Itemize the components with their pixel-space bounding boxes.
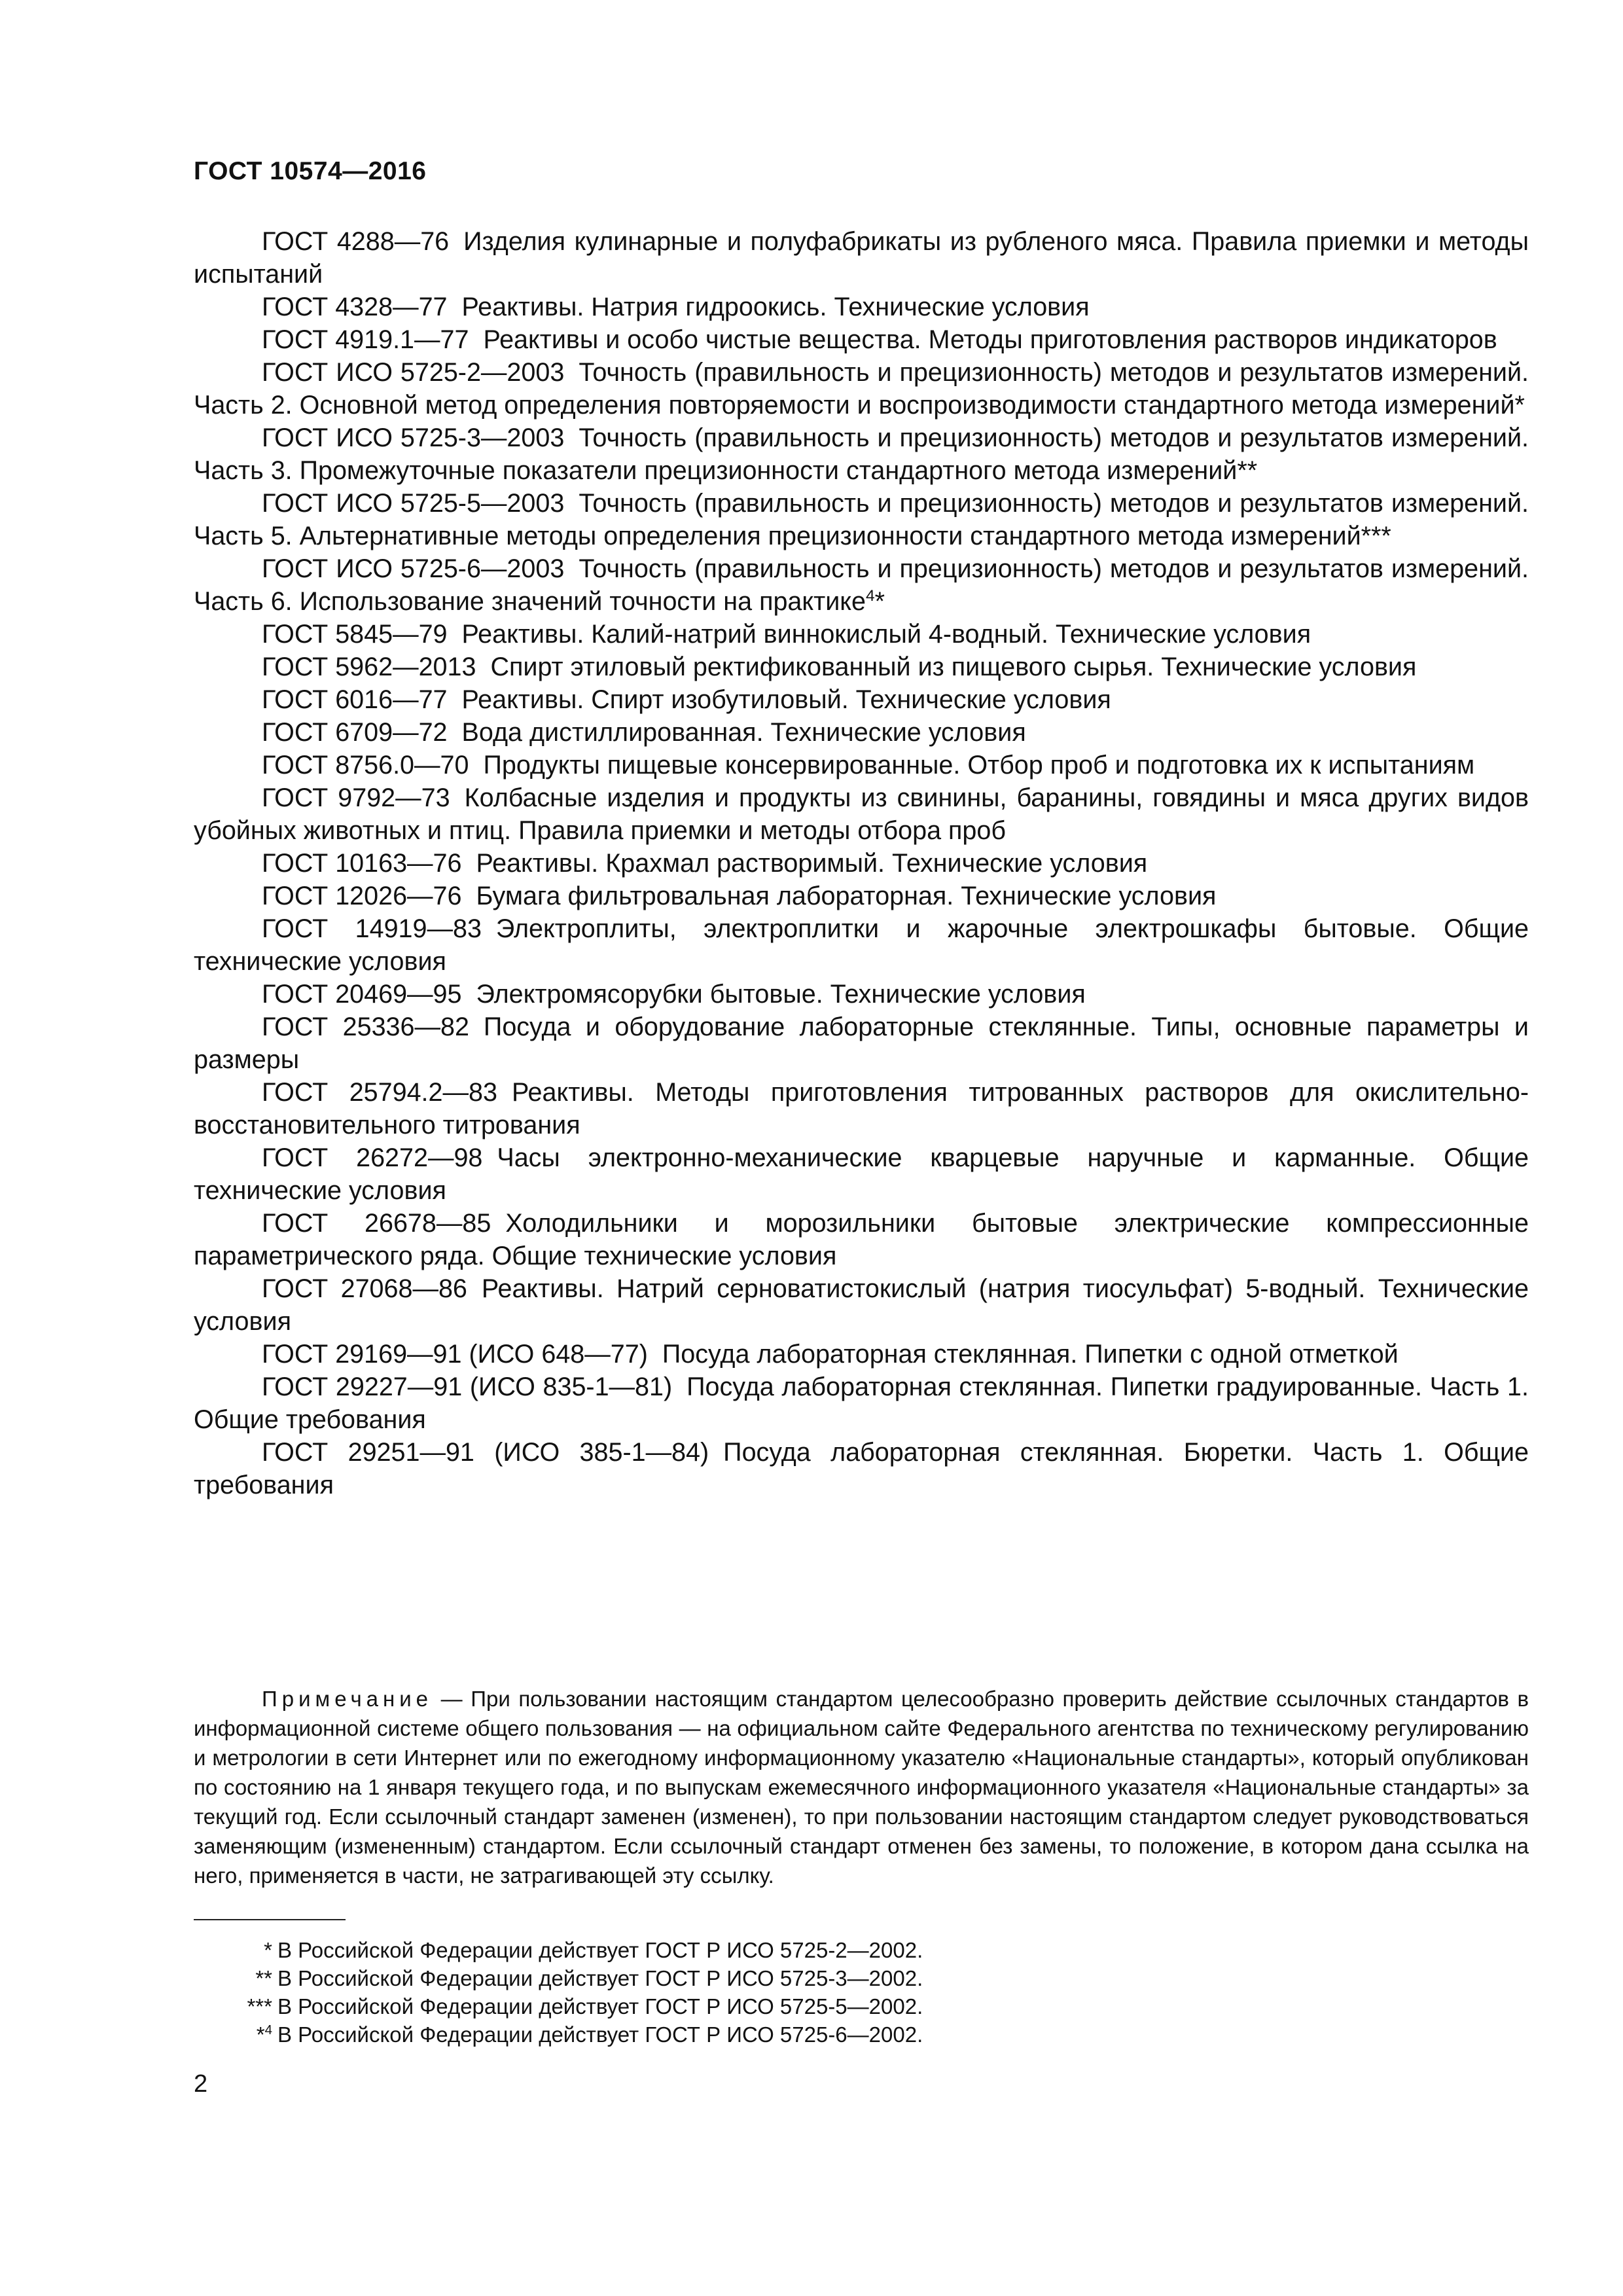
- note-label: Примечание: [262, 1687, 433, 1711]
- reference-code: ГОСТ ИСО 5725-6—2003: [262, 554, 565, 583]
- reference-item: [194, 683, 1529, 716]
- reference-title: Бумага фильтровальная лабораторная. Технические условия: [476, 882, 1217, 910]
- reference-item: [194, 552, 1529, 618]
- reference-code: ГОСТ 14919—83: [262, 914, 482, 943]
- reference-title: Электроплиты, электроплитки и жарочные электрошкафы бытовые. Общие технические условия: [194, 914, 1529, 976]
- reference-code: ГОСТ 29169—91 (ИСО 648—77): [262, 1340, 648, 1369]
- reference-title: Продукты пищевые консервированные. Отбор проб и подготовка их к испытаниям: [483, 751, 1475, 780]
- reference-title: Посуда и оборудование лабораторные стеклянные. Типы, основные параметры и размеры: [194, 1013, 1529, 1074]
- reference-code: ГОСТ 6709—72: [262, 718, 448, 747]
- reference-title: Спирт этиловый ректификованный из пищевого сырья. Технические условия: [490, 653, 1417, 681]
- reference-title: Колбасные изделия и продукты из свинины, баранины, говядины и мяса других видов убойных животных и птиц. Правила приемки и методы отбора проб: [194, 783, 1529, 845]
- reference-item: [194, 225, 1529, 291]
- reference-item: [194, 912, 1529, 978]
- reference-item: [194, 651, 1529, 683]
- reference-title: Посуда лабораторная стеклянная. Бюретки. Часть 1. Общие требования: [194, 1438, 1529, 1499]
- footnote-mark-sup: 4: [264, 2022, 272, 2037]
- footnote-mark: *: [264, 1938, 272, 1962]
- reference-code: ГОСТ 9792—73: [262, 783, 450, 812]
- reference-title: Точность (правильность и прецизионность) методов и результатов измерений. Часть 6. Использование значений точности на практике: [194, 554, 1529, 616]
- footnote: [194, 1964, 1529, 1992]
- reference-title: Точность (правильность и прецизионность) методов и результатов измерений. Часть 3. Промежуточные показатели прецизионности стандартного метода измерений**: [194, 423, 1529, 485]
- reference-code: ГОСТ 8756.0—70: [262, 751, 469, 780]
- reference-item: [194, 1371, 1529, 1436]
- reference-code: ГОСТ 4288—76: [262, 227, 450, 256]
- reference-item: [194, 291, 1529, 323]
- note-text: — При пользовании настоящим стандартом целесообразно проверить действие ссылочных стандартов в информационной системе общего пользования — на официальном сайте Федерального агентства по техническому регулированию и метрологии в сети Интернет или по ежегодному информационному указателю «Национальные стандарты», который опубликован по состоянию на 1 января текущего года, и по выпускам ежемесячного информационного указателя «Национальные стандарты» за текущий год. Если ссылочный стандарт заменен (изменен), то при пользовании настоящим стандартом следует руководствоваться заменяющим (измененным) стандартом. Если ссылочный стандарт отменен без замены, то положение, в котором дана ссылка на него, применяется в части, не затрагивающей эту ссылку.: [194, 1687, 1529, 1888]
- reference-item: [194, 422, 1529, 487]
- footnote-ref: 4: [865, 586, 875, 605]
- reference-code: ГОСТ 12026—76: [262, 882, 462, 910]
- reference-title: Изделия кулинарные и полуфабрикаты из рубленого мяса. Правила приемки и методы испытаний: [194, 227, 1529, 289]
- reference-code: ГОСТ ИСО 5725-2—2003: [262, 358, 565, 387]
- reference-title: Реактивы. Калий-натрий виннокислый 4-водный. Технические условия: [461, 620, 1311, 649]
- reference-code: ГОСТ 29227—91 (ИСО 835-1—81): [262, 1372, 673, 1401]
- reference-code: ГОСТ 6016—77: [262, 685, 448, 714]
- reference-title: Реактивы. Натрий серноватистокислый (натрия тиосульфат) 5-водный. Технические условия: [194, 1274, 1529, 1336]
- reference-item: [194, 323, 1529, 356]
- reference-title: Электромясорубки бытовые. Технические условия: [476, 980, 1086, 1009]
- reference-item: [194, 847, 1529, 880]
- reference-code: ГОСТ 4919.1—77: [262, 325, 469, 354]
- reference-item: [194, 1338, 1529, 1371]
- reference-item: [194, 716, 1529, 749]
- footnote-ref-star: *: [874, 587, 885, 616]
- reference-code: ГОСТ 4328—77: [262, 293, 448, 321]
- reference-title: Точность (правильность и прецизионность) методов и результатов измерений. Часть 2. Основной метод определения повторяемости и воспроизводимости стандартного метода измерений*: [194, 358, 1529, 420]
- reference-code: ГОСТ 5962—2013: [262, 653, 476, 681]
- reference-title: Реактивы. Крахмал растворимый. Технические условия: [476, 849, 1148, 878]
- reference-item: [194, 356, 1529, 422]
- footnote: [194, 1936, 1529, 1964]
- footnote: [194, 2020, 1529, 2049]
- reference-item: [194, 978, 1529, 1011]
- footnote-mark: *: [256, 2022, 265, 2047]
- reference-title: Реактивы и особо чистые вещества. Методы приготовления растворов индикаторов: [483, 325, 1497, 354]
- reference-list: [194, 225, 1529, 1501]
- reference-title: Холодильники и морозильники бытовые электрические компрессионные параметрического ряда. Общие технические условия: [194, 1209, 1529, 1270]
- footnote-text: В Российской Федерации действует ГОСТ Р ИСО 5725-2—2002.: [277, 1938, 923, 1962]
- footnote-text: В Российской Федерации действует ГОСТ Р ИСО 5725-5—2002.: [277, 1994, 923, 2018]
- reference-title: Посуда лабораторная стеклянная. Пипетки градуированные. Часть 1. Общие требования: [194, 1372, 1529, 1434]
- reference-title: Реактивы. Методы приготовления титрованных растворов для окислительно-восстановительного титрования: [194, 1078, 1529, 1139]
- footnote-text: В Российской Федерации действует ГОСТ Р ИСО 5725-3—2002.: [277, 1966, 923, 1990]
- reference-item: [194, 487, 1529, 552]
- reference-code: ГОСТ 26272—98: [262, 1143, 483, 1172]
- reference-item: [194, 749, 1529, 781]
- document-header: ГОСТ 10574—2016: [194, 157, 427, 185]
- reference-title: Реактивы. Спирт изобутиловый. Технические условия: [461, 685, 1111, 714]
- reference-title: Точность (правильность и прецизионность) методов и результатов измерений. Часть 5. Альтернативные методы определения прецизионности стандартного метода измерений***: [194, 489, 1529, 550]
- footnote-separator: [194, 1919, 346, 1920]
- footnote-mark-wrap: [194, 2020, 277, 2049]
- footnote-mark: **: [255, 1966, 272, 1990]
- reference-code: ГОСТ 26678—85: [262, 1209, 491, 1238]
- reference-item: [194, 880, 1529, 912]
- reference-code: ГОСТ 27068—86: [262, 1274, 467, 1303]
- footnotes: [194, 1936, 1529, 2049]
- footnote-text: В Российской Федерации действует ГОСТ Р ИСО 5725-6—2002.: [277, 2022, 923, 2047]
- reference-item: [194, 781, 1529, 847]
- footnote: [194, 1992, 1529, 2020]
- reference-item: [194, 1207, 1529, 1272]
- reference-code: ГОСТ 5845—79: [262, 620, 448, 649]
- reference-title: Часы электронно-механические кварцевые наручные и карманные. Общие технические условия: [194, 1143, 1529, 1205]
- reference-item: [194, 618, 1529, 651]
- note-paragraph: [194, 1684, 1529, 1890]
- reference-item: [194, 1272, 1529, 1338]
- reference-code: ГОСТ 29251—91 (ИСО 385-1—84): [262, 1438, 709, 1467]
- reference-title: Вода дистиллированная. Технические условия: [461, 718, 1026, 747]
- page-number: 2: [194, 2070, 208, 2098]
- reference-code: ГОСТ 10163—76: [262, 849, 462, 878]
- reference-code: ГОСТ ИСО 5725-3—2003: [262, 423, 565, 452]
- reference-item: [194, 1011, 1529, 1076]
- reference-code: ГОСТ 25794.2—83: [262, 1078, 497, 1107]
- reference-item: [194, 1141, 1529, 1207]
- footnote-mark: ***: [247, 1994, 272, 2018]
- reference-title: Реактивы. Натрия гидроокись. Технические условия: [461, 293, 1090, 321]
- reference-code: ГОСТ ИСО 5725-5—2003: [262, 489, 565, 518]
- reference-title: Посуда лабораторная стеклянная. Пипетки с одной отметкой: [662, 1340, 1399, 1369]
- reference-item: [194, 1436, 1529, 1501]
- reference-item: [194, 1076, 1529, 1141]
- reference-code: ГОСТ 20469—95: [262, 980, 462, 1009]
- reference-code: ГОСТ 25336—82: [262, 1013, 469, 1041]
